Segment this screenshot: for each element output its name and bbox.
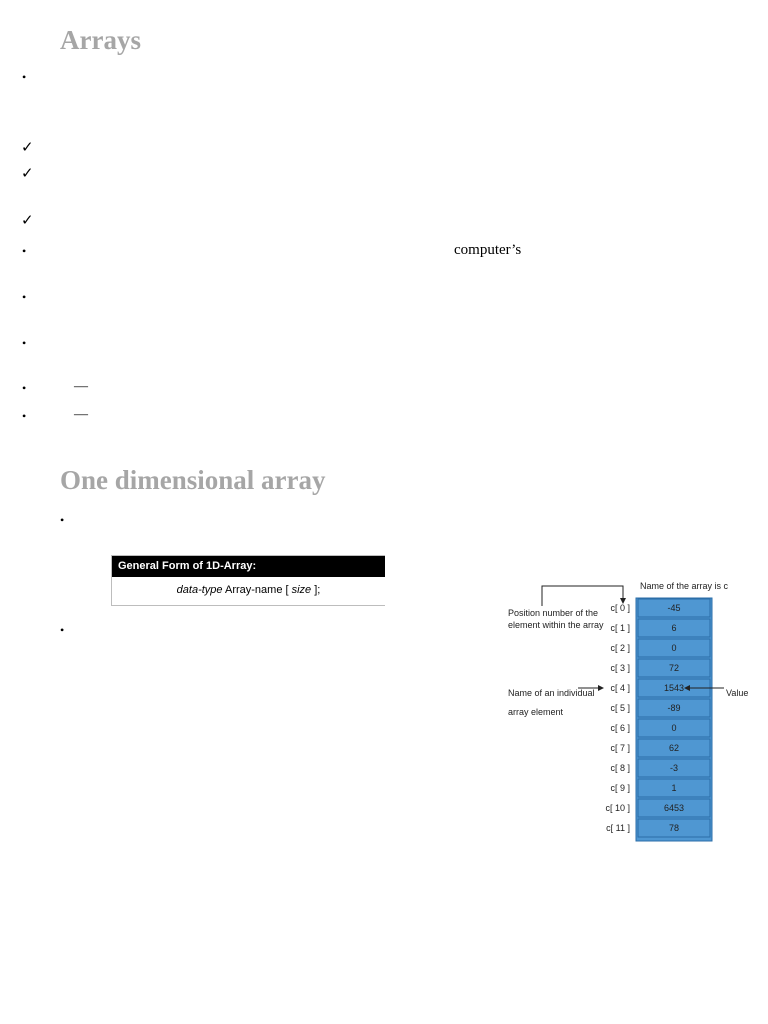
page-title: Arrays [60, 25, 141, 55]
array-diagram [498, 576, 758, 861]
check-marker: ✓ [21, 166, 34, 182]
array-index-label: c[ 5 ] [610, 703, 630, 713]
element-label-line2: array element [508, 707, 564, 717]
array-index-label: c[ 11 ] [606, 823, 630, 833]
array-value: -3 [669, 763, 678, 773]
dash-text: — [74, 379, 88, 394]
array-value: 0 [671, 643, 677, 653]
array-value: 0 [671, 723, 677, 733]
array-diagram-svg [498, 576, 758, 861]
general-form-syntax [112, 584, 385, 596]
array-index-label: c[ 6 ] [610, 723, 630, 733]
array-index-label: c[ 7 ] [610, 743, 630, 753]
bullet-marker: • [22, 244, 27, 258]
array-index-label: c[ 1 ] [610, 623, 630, 633]
element-pointer-arrowhead [598, 685, 604, 691]
position-label-line2: element within the array [508, 620, 604, 630]
array-index-label: c[ 8 ] [610, 763, 630, 773]
array-index-label: c[ 9 ] [610, 783, 630, 793]
syntax-size: size [291, 584, 312, 596]
section-heading: One dimensional array [60, 465, 326, 495]
array-index-label: c[ 4 ] [610, 683, 630, 693]
bullet-marker: • [22, 70, 27, 84]
syntax-end: ]; [311, 584, 321, 596]
element-label-line1: Name of an individual [508, 688, 595, 698]
bullet-marker: • [22, 336, 27, 350]
syntax-type: data-type [176, 584, 223, 596]
array-value: -45 [667, 603, 681, 613]
bullet-text: computer’s [454, 242, 522, 258]
array-value: 6453 [663, 803, 685, 813]
array-index-label: c[ 10 ] [605, 803, 630, 813]
bullet-marker: • [60, 513, 65, 527]
bullet-marker: • [60, 623, 65, 637]
array-index-label: c[ 3 ] [610, 663, 630, 673]
bullet-marker: • [22, 409, 27, 423]
array-value: 6 [671, 623, 677, 633]
array-index-label: c[ 2 ] [610, 643, 630, 653]
array-index-label: c[ 0 ] [610, 603, 630, 613]
check-marker: ✓ [21, 213, 34, 229]
array-value: 62 [668, 743, 679, 753]
array-name-label: Name of the array is c [640, 581, 729, 591]
general-form-title: General Form of 1D-Array: [112, 556, 385, 577]
dash-text: — [74, 407, 88, 422]
array-value: -89 [667, 703, 681, 713]
array-value: 1 [671, 783, 677, 793]
bullet-marker: • [22, 290, 27, 304]
array-value: 1543 [663, 683, 685, 693]
array-value: 78 [668, 823, 679, 833]
array-value: 72 [668, 663, 679, 673]
value-label: Value [726, 688, 749, 698]
syntax-name: Array-name [ [222, 584, 292, 596]
check-marker: ✓ [21, 140, 34, 156]
position-label-line1: Position number of the [508, 608, 599, 618]
general-form-box [111, 555, 385, 606]
bullet-marker: • [22, 381, 27, 395]
